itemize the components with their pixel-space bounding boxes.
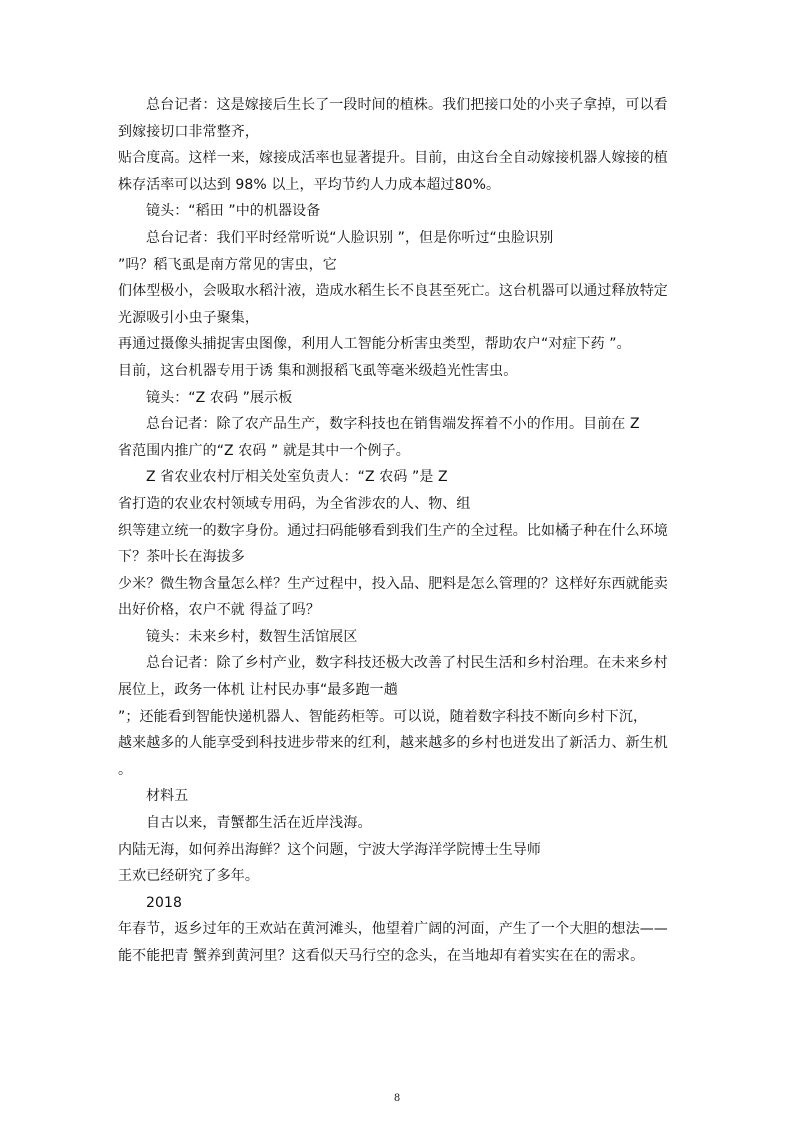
paragraph-line: 出好价格，农户不就 得益了吗？: [118, 602, 320, 619]
paragraph-line: 镜头：“Z 农码 ”展示板: [146, 389, 293, 406]
paragraph-line: 2018: [146, 894, 183, 911]
paragraph-line: 内陆无海，如何养出海鲜？这个问题，宁波大学海洋学院博士生导师: [118, 841, 541, 858]
paragraph-line: 越来越多的人能享受到科技进步带来的红利，越来越多的乡村也迸发出了新活力、新生机: [118, 735, 668, 752]
paragraph-line: 年春节，返乡过年的王欢站在黄河滩头，他望着广阔的河面，产生了一个大胆的想法——: [118, 921, 668, 938]
paragraph-line: 省范围内推广的“Z 农码 ” 就是其中一个例子。: [118, 442, 410, 459]
paragraph-line: Z 省农业农村厅相关处室负责人：“Z 农码 ”是 Z: [146, 469, 448, 486]
paragraph-line: 织等建立统一的数字身份。通过扫码能够看到我们生产的全过程。比如橘子种在什么环境: [118, 522, 668, 539]
paragraph-line: 。: [118, 761, 133, 778]
paragraph-line: 总台记者：这是嫁接后生长了一段时间的植株。我们把接口处的小夹子拿掉，可以看: [146, 97, 668, 113]
paragraph-line: 镜头：“稻田 ”中的机器设备: [146, 203, 321, 220]
paragraph-line: 们体型极小，会吸取水稻汁液，造成水稻生长不良甚至死亡。这台机器可以通过释放特定: [118, 283, 668, 300]
paragraph-line: 王欢已经研究了多年。: [118, 868, 259, 885]
paragraph-line: 再通过摄像头捕捉害虫图像，利用人工智能分析害虫类型，帮助农户“对症下药 ”。: [118, 336, 631, 353]
paragraph-line: 到嫁接切口非常整齐，: [118, 123, 259, 140]
paragraph-line: 光源吸引小虫子聚集，: [118, 309, 259, 326]
document-body: [118, 92, 678, 970]
paragraph-line: 镜头：未来乡村，数智生活馆展区: [146, 628, 358, 645]
paragraph-line: 少米？微生物含量怎么样？生产过程中，投入品、肥料是怎么管理的？这样好东西就能卖: [118, 575, 668, 592]
paragraph-line: 能不能把青 蟹养到黄河里？这看似天马行空的念头，在当地却有着实实在在的需求。: [118, 948, 645, 964]
paragraph-line: 自古以来，青蟹都生活在近岸浅海。: [146, 815, 372, 832]
paragraph-line: 省打造的农业农村领域专用码，为全省涉农的人、物、组: [118, 495, 471, 512]
section-heading: 材料五: [146, 788, 189, 805]
paragraph-line: 展位上，政务一体机 让村民办事“最多跑一趟: [118, 682, 398, 699]
paragraph-line: ”吗？稻飞虱是南方常见的害虫，它: [118, 256, 337, 273]
paragraph-line: 下？茶叶长在海拔多: [118, 549, 245, 566]
paragraph-line: 贴合度高。这样一来，嫁接成活率也显著提升。目前，由这台全自动嫁接机器人嫁接的植: [118, 150, 668, 167]
paragraph-line: 总台记者：除了乡村产业，数字科技还极大改善了村民生活和乡村治理。在未来乡村: [146, 655, 668, 672]
paragraph-line: 总台记者：我们平时经常听说“人脸识别 ”，但是你听过“虫脸识别: [146, 229, 554, 246]
paragraph-line: 目前，这台机器专用于诱 集和测报稻飞虱等毫米级趋光性害虫。: [118, 362, 518, 379]
paragraph-line: ”；还能看到智能快递机器人、智能药柜等。可以说，随着数字科技不断向乡村下沉，: [118, 708, 648, 725]
page-number: 8: [393, 1093, 401, 1104]
paragraph-line: 总台记者：除了农产品生产，数字科技也在销售端发挥着不小的作用。目前在 Z: [146, 416, 640, 433]
paragraph-line: 株存活率可以达到 98% 以上，平均节约人力成本超过80%。: [118, 176, 501, 193]
